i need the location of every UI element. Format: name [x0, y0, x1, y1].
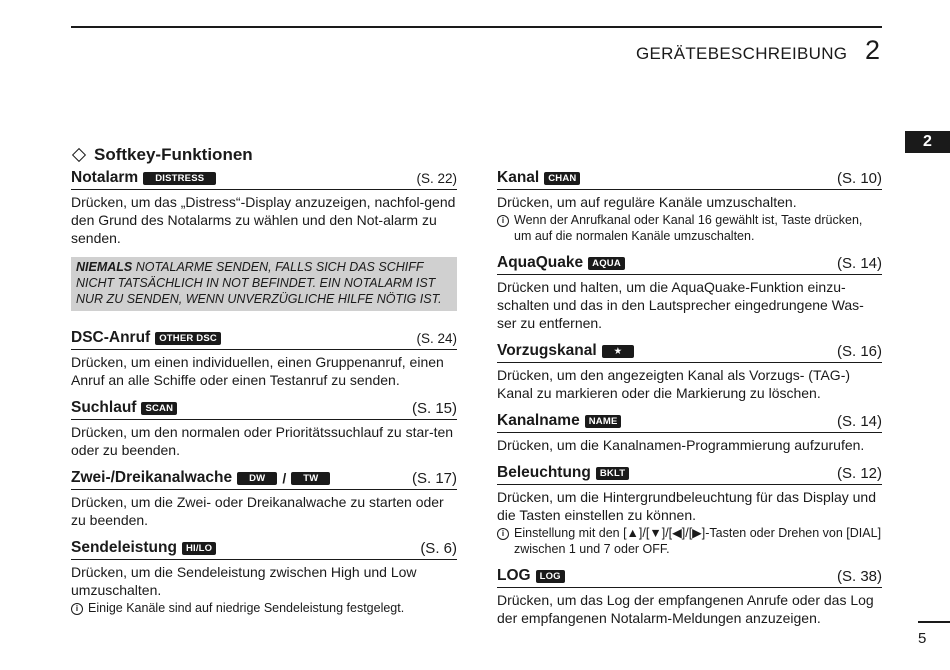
page-reference: (S. 22)	[416, 170, 457, 186]
entry-title	[497, 254, 625, 272]
entry-description: Drücken, um das „Distress“-Display anzuzeigen, nachfol-gend den Grund des Notalarms zu wählen und den Not-alarm zu senden.	[71, 194, 456, 246]
entry-title	[71, 329, 221, 347]
page-reference: (S. 14)	[836, 412, 882, 430]
entry-dsc-anruf	[71, 328, 457, 389]
entry-suchlauf	[71, 398, 457, 459]
entry-title-text: DSC-Anruf	[71, 329, 151, 346]
entry-header	[71, 168, 457, 190]
entry-title-text: Zwei-/Dreikanalwache	[71, 469, 233, 486]
page-reference: (S. 10)	[836, 169, 882, 187]
note	[71, 600, 457, 616]
note	[497, 525, 882, 557]
entry-title-text: Kanalname	[497, 412, 580, 429]
entry-title-text: AquaQuake	[497, 254, 584, 271]
page-reference: (S. 17)	[411, 469, 457, 487]
warning-emphasis: NIEMALS	[76, 260, 133, 274]
entry-title	[497, 567, 565, 585]
entry-notalarm	[71, 168, 457, 311]
entry-title	[71, 399, 177, 417]
header-rule	[71, 26, 882, 28]
page-number: 5	[918, 630, 927, 647]
softkey-badge: DISTRESS	[143, 172, 216, 185]
chapter-title: GERÄTEBESCHREIBUNG	[636, 44, 848, 63]
softkey-badge: AQUA	[588, 257, 625, 270]
warning-box	[71, 257, 457, 311]
entry-description: Drücken, um das Log der empfangenen Anrufe oder das Log der empfangenen Notalarm-Meldungen anzuzeigen.	[497, 592, 874, 626]
softkey-badge: NAME	[585, 415, 622, 428]
entry-vorzugskanal	[497, 341, 882, 402]
note-text: Einstellung mit den [▲]/[▼]/[◀]/[▶]-Tasten oder Drehen von [DIAL] zwischen 1 und 7 oder OFF.	[514, 526, 882, 556]
entry-title	[497, 169, 580, 187]
page-reference: (S. 15)	[411, 399, 457, 417]
entry-kanal	[497, 168, 882, 244]
entry-header	[497, 253, 882, 275]
note-text: Wenn der Anrufkanal oder Kanal 16 gewählt ist, Taste drücken, um auf die normalen Kanäle umzuschalten.	[514, 213, 863, 243]
entry-kanalname	[497, 411, 882, 454]
entry-title-text: Suchlauf	[71, 399, 137, 416]
entry-title-text: Notalarm	[71, 169, 139, 186]
softkey-badge: OTHER DSC	[155, 332, 221, 345]
section-heading	[71, 145, 253, 165]
entry-aquaquake	[497, 253, 882, 332]
softkey-badge: SCAN	[141, 402, 177, 415]
footer-rule	[918, 621, 950, 623]
entry-header	[71, 328, 457, 350]
entry-title-text: Sendeleistung	[71, 539, 177, 556]
entry-description: Drücken, um den angezeigten Kanal als Vorzugs- (TAG-) Kanal zu markieren oder die Markierung zu löschen.	[497, 367, 851, 401]
entry-description: Drücken, um die Hintergrundbeleuchtung für das Display und die Tasten einstellen zu können.	[497, 489, 876, 523]
entry-description: Drücken und halten, um die AquaQuake-Funktion einzu-schalten und das in den Lautsprecher eingedrungene Was-ser zu entfernen.	[497, 279, 864, 331]
softkey-badge: CHAN	[544, 172, 580, 185]
entry-title	[71, 539, 216, 557]
entry-title: Zwei-/Dreikanalwache DW / TW	[71, 469, 330, 487]
info-icon: i	[497, 215, 509, 227]
page-reference: (S. 14)	[836, 254, 882, 272]
entry-title-text: Vorzugskanal	[497, 342, 597, 359]
entry-description: Drücken, um einen individuellen, einen Gruppenanruf, einen Anruf an alle Schiffe oder einen Testanruf zu senden.	[71, 354, 444, 388]
diamond-icon	[72, 148, 86, 162]
entry-description: Drücken, um den normalen oder Prioritätssuchlauf zu star-ten oder zu beenden.	[71, 424, 454, 458]
entry-title	[497, 342, 634, 360]
entry-description: Drücken, um die Zwei- oder Dreikanalwache zu starten oder zu beenden.	[71, 494, 444, 528]
entry-header	[71, 538, 457, 560]
note	[497, 212, 882, 244]
info-icon: i	[71, 603, 83, 615]
page-reference: (S. 38)	[836, 567, 882, 585]
entry-title-text: Beleuchtung	[497, 464, 591, 481]
section-title: Softkey-Funktionen	[94, 145, 253, 164]
entry-title-text: Kanal	[497, 169, 540, 186]
entry-beleuchtung	[497, 463, 882, 557]
softkey-badge: DW	[237, 472, 277, 485]
info-icon: i	[497, 528, 509, 540]
entry-header	[497, 566, 882, 588]
entry-header	[71, 468, 457, 490]
chapter-tab: 2	[905, 131, 950, 153]
note-text: Einige Kanäle sind auf niedrige Sendeleistung festgelegt.	[88, 601, 405, 615]
softkey-badge-2: TW	[291, 472, 330, 485]
entry-title-text: LOG	[497, 567, 531, 584]
star-key-badge: ★	[602, 345, 635, 358]
softkey-badge: BKLT	[596, 467, 629, 480]
warning-text: NOTALARME SENDEN, FALLS SICH DAS SCHIFF NICHT TATSÄCHLICH IN NOT BEFINDET. EIN NOTALARM IST NUR ZU SENDEN, WENN UNVERZÜGLICHE HILFE NÖTIG IST.	[76, 260, 442, 306]
entry-header	[497, 411, 882, 433]
page-reference: (S. 12)	[836, 464, 882, 482]
entry-zweikanalwache	[71, 468, 457, 529]
entry-header	[497, 341, 882, 363]
entry-header	[497, 463, 882, 485]
page-reference: (S. 24)	[416, 330, 457, 346]
entry-header	[497, 168, 882, 190]
page-reference: (S. 16)	[836, 342, 882, 360]
entry-title	[497, 412, 621, 430]
entry-description: Drücken, um die Kanalnamen-Programmierung aufzurufen.	[497, 437, 865, 453]
right-column	[497, 168, 882, 627]
softkey-badge: HI/LO	[182, 542, 216, 555]
softkey-badge: LOG	[536, 570, 565, 583]
chapter-number: 2	[865, 35, 881, 65]
page-reference: (S. 6)	[420, 539, 457, 557]
entry-description: Drücken, um die Sendeleistung zwischen High und Low umzuschalten.	[71, 564, 417, 598]
entry-title	[497, 464, 629, 482]
left-column	[71, 168, 457, 616]
entry-description: Drücken, um auf reguläre Kanäle umzuschalten.	[497, 194, 797, 210]
entry-sendeleistung	[71, 538, 457, 616]
entry-header	[71, 398, 457, 420]
entry-log	[497, 566, 882, 627]
entry-title	[71, 169, 216, 187]
